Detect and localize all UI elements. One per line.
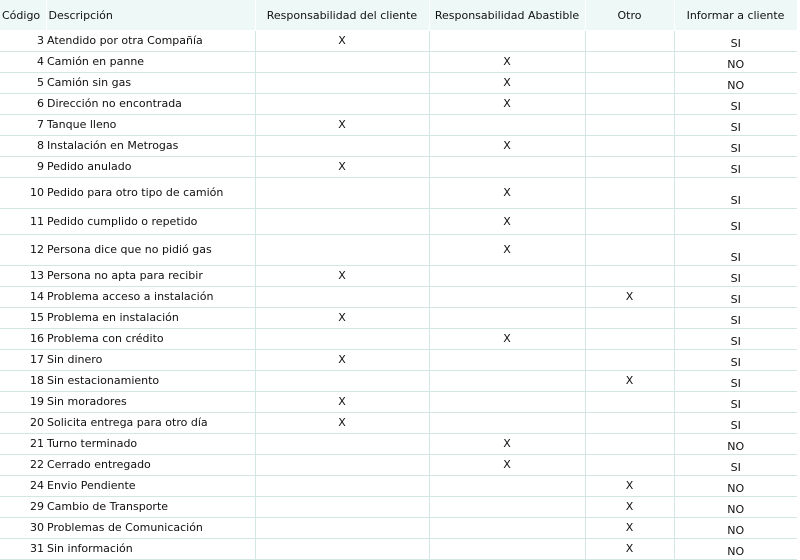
row-description: Instalación en Metrogas	[46, 136, 255, 157]
row-informar-cliente: NO	[674, 518, 797, 539]
row-otro: X	[585, 476, 674, 497]
row-code: 15	[0, 308, 46, 329]
row-code: 31	[0, 539, 46, 560]
table-row	[0, 371, 797, 392]
row-informar-cliente: SI	[674, 94, 797, 115]
row-code: 10	[0, 178, 46, 209]
row-otro	[585, 350, 674, 371]
table-row	[0, 350, 797, 371]
row-responsabilidad-cliente: X	[255, 31, 429, 52]
row-informar-cliente: NO	[674, 52, 797, 73]
row-description: Persona no apta para recibir	[46, 266, 255, 287]
row-description: Atendido por otra Compañía	[46, 31, 255, 52]
row-responsabilidad-cliente	[255, 539, 429, 560]
row-informar-cliente: SI	[674, 455, 797, 476]
row-responsabilidad-abastible	[429, 31, 585, 52]
row-informar-cliente: SI	[674, 31, 797, 52]
row-description: Problemas de Comunicación	[46, 518, 255, 539]
row-informar-cliente: SI	[674, 350, 797, 371]
row-code: 8	[0, 136, 46, 157]
row-otro	[585, 434, 674, 455]
row-responsabilidad-cliente	[255, 73, 429, 94]
row-responsabilidad-abastible	[429, 308, 585, 329]
table-row	[0, 209, 797, 235]
row-informar-cliente: SI	[674, 115, 797, 136]
header-descripcion: Descripción	[46, 0, 255, 31]
row-code: 3	[0, 31, 46, 52]
row-description: Problema con crédito	[46, 329, 255, 350]
table-row	[0, 235, 797, 266]
row-informar-cliente: SI	[674, 371, 797, 392]
table-row	[0, 157, 797, 178]
row-responsabilidad-abastible	[429, 392, 585, 413]
row-informar-cliente: SI	[674, 392, 797, 413]
row-otro	[585, 178, 674, 209]
row-description: Problema en instalación	[46, 308, 255, 329]
row-otro	[585, 413, 674, 434]
row-description: Persona dice que no pidió gas	[46, 235, 255, 266]
row-informar-cliente: SI	[674, 266, 797, 287]
table-row	[0, 539, 797, 560]
row-responsabilidad-abastible	[429, 371, 585, 392]
row-description: Camión sin gas	[46, 73, 255, 94]
row-informar-cliente: SI	[674, 136, 797, 157]
row-description: Pedido cumplido o repetido	[46, 209, 255, 235]
table-row	[0, 266, 797, 287]
row-responsabilidad-cliente: X	[255, 157, 429, 178]
table-row	[0, 455, 797, 476]
row-code: 21	[0, 434, 46, 455]
table-body	[0, 31, 797, 560]
row-otro	[585, 136, 674, 157]
row-responsabilidad-cliente: X	[255, 392, 429, 413]
row-responsabilidad-abastible	[429, 539, 585, 560]
row-otro	[585, 52, 674, 73]
header-informar-cliente: Informar a cliente	[674, 0, 797, 31]
header-otro: Otro	[585, 0, 674, 31]
row-otro	[585, 455, 674, 476]
row-code: 11	[0, 209, 46, 235]
row-otro	[585, 308, 674, 329]
row-informar-cliente: SI	[674, 178, 797, 209]
row-code: 6	[0, 94, 46, 115]
table-row	[0, 94, 797, 115]
row-responsabilidad-abastible	[429, 476, 585, 497]
row-informar-cliente: NO	[674, 434, 797, 455]
row-responsabilidad-abastible	[429, 518, 585, 539]
row-responsabilidad-abastible: X	[429, 455, 585, 476]
row-description: Envio Pendiente	[46, 476, 255, 497]
table-row	[0, 518, 797, 539]
row-responsabilidad-abastible: X	[429, 329, 585, 350]
row-description: Solicita entrega para otro día	[46, 413, 255, 434]
row-informar-cliente: SI	[674, 235, 797, 266]
row-informar-cliente: NO	[674, 476, 797, 497]
table-row	[0, 497, 797, 518]
row-responsabilidad-abastible: X	[429, 209, 585, 235]
row-code: 19	[0, 392, 46, 413]
row-responsabilidad-cliente	[255, 94, 429, 115]
row-informar-cliente: SI	[674, 329, 797, 350]
row-informar-cliente: SI	[674, 287, 797, 308]
row-description: Pedido anulado	[46, 157, 255, 178]
row-code: 9	[0, 157, 46, 178]
table-row	[0, 115, 797, 136]
row-otro	[585, 157, 674, 178]
table-row	[0, 287, 797, 308]
row-responsabilidad-abastible: X	[429, 94, 585, 115]
table-row	[0, 476, 797, 497]
row-description: Turno terminado	[46, 434, 255, 455]
row-otro: X	[585, 371, 674, 392]
row-responsabilidad-cliente: X	[255, 266, 429, 287]
table-row	[0, 434, 797, 455]
row-informar-cliente: SI	[674, 209, 797, 235]
row-code: 5	[0, 73, 46, 94]
row-responsabilidad-abastible	[429, 157, 585, 178]
row-code: 16	[0, 329, 46, 350]
row-informar-cliente: SI	[674, 157, 797, 178]
row-responsabilidad-abastible: X	[429, 434, 585, 455]
row-responsabilidad-abastible: X	[429, 52, 585, 73]
row-code: 12	[0, 235, 46, 266]
row-informar-cliente: NO	[674, 497, 797, 518]
row-informar-cliente: SI	[674, 308, 797, 329]
row-otro	[585, 392, 674, 413]
row-responsabilidad-cliente	[255, 136, 429, 157]
row-code: 18	[0, 371, 46, 392]
row-responsabilidad-cliente	[255, 455, 429, 476]
table-row	[0, 136, 797, 157]
row-informar-cliente: SI	[674, 413, 797, 434]
row-description: Sin estacionamiento	[46, 371, 255, 392]
row-responsabilidad-cliente: X	[255, 115, 429, 136]
row-responsabilidad-abastible	[429, 115, 585, 136]
row-otro	[585, 329, 674, 350]
row-responsabilidad-abastible: X	[429, 136, 585, 157]
row-responsabilidad-abastible	[429, 266, 585, 287]
row-responsabilidad-cliente	[255, 329, 429, 350]
row-responsabilidad-cliente	[255, 434, 429, 455]
row-otro: X	[585, 497, 674, 518]
row-description: Cerrado entregado	[46, 455, 255, 476]
row-otro	[585, 94, 674, 115]
row-code: 7	[0, 115, 46, 136]
row-otro: X	[585, 287, 674, 308]
row-otro	[585, 266, 674, 287]
row-responsabilidad-cliente	[255, 518, 429, 539]
row-responsabilidad-abastible: X	[429, 235, 585, 266]
row-otro: X	[585, 518, 674, 539]
row-otro	[585, 115, 674, 136]
row-responsabilidad-cliente	[255, 287, 429, 308]
row-description: Sin dinero	[46, 350, 255, 371]
row-code: 29	[0, 497, 46, 518]
row-code: 4	[0, 52, 46, 73]
row-otro	[585, 31, 674, 52]
row-description: Cambio de Transporte	[46, 497, 255, 518]
row-code: 30	[0, 518, 46, 539]
row-responsabilidad-cliente	[255, 178, 429, 209]
row-code: 24	[0, 476, 46, 497]
row-description: Pedido para otro tipo de camión	[46, 178, 255, 209]
row-responsabilidad-abastible	[429, 497, 585, 518]
row-responsabilidad-cliente	[255, 235, 429, 266]
row-description: Sin información	[46, 539, 255, 560]
row-responsabilidad-abastible: X	[429, 178, 585, 209]
row-code: 20	[0, 413, 46, 434]
table-row	[0, 413, 797, 434]
row-responsabilidad-abastible	[429, 413, 585, 434]
table-row	[0, 52, 797, 73]
row-responsabilidad-cliente: X	[255, 413, 429, 434]
row-responsabilidad-cliente	[255, 209, 429, 235]
header-responsabilidad-abastible: Responsabilidad Abastible	[429, 0, 585, 31]
row-otro	[585, 209, 674, 235]
table-row	[0, 308, 797, 329]
header-row	[0, 0, 797, 31]
row-code: 14	[0, 287, 46, 308]
row-otro	[585, 73, 674, 94]
row-otro: X	[585, 539, 674, 560]
row-code: 17	[0, 350, 46, 371]
row-responsabilidad-cliente: X	[255, 350, 429, 371]
row-responsabilidad-cliente	[255, 497, 429, 518]
table-row	[0, 392, 797, 413]
row-responsabilidad-abastible: X	[429, 73, 585, 94]
row-responsabilidad-abastible	[429, 287, 585, 308]
row-informar-cliente: NO	[674, 539, 797, 560]
row-responsabilidad-cliente	[255, 371, 429, 392]
row-responsabilidad-abastible	[429, 350, 585, 371]
table-row	[0, 73, 797, 94]
table-row	[0, 329, 797, 350]
table-row	[0, 178, 797, 209]
header-responsabilidad-cliente: Responsabilidad del cliente	[255, 0, 429, 31]
row-description: Dirección no encontrada	[46, 94, 255, 115]
row-responsabilidad-cliente	[255, 476, 429, 497]
row-description: Camión en panne	[46, 52, 255, 73]
header-codigo: Código	[0, 0, 46, 31]
table-row	[0, 31, 797, 52]
row-informar-cliente: NO	[674, 73, 797, 94]
row-description: Problema acceso a instalación	[46, 287, 255, 308]
row-responsabilidad-cliente	[255, 52, 429, 73]
row-responsabilidad-cliente: X	[255, 308, 429, 329]
row-otro	[585, 235, 674, 266]
row-description: Tanque lleno	[46, 115, 255, 136]
row-code: 13	[0, 266, 46, 287]
row-code: 22	[0, 455, 46, 476]
row-description: Sin moradores	[46, 392, 255, 413]
